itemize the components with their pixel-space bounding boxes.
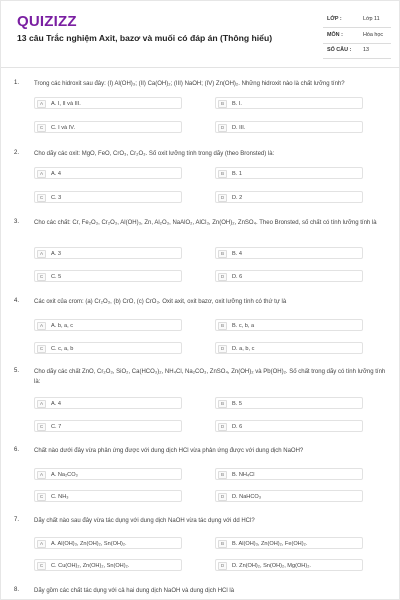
meta-divider — [323, 43, 391, 44]
option-text: A. b, a, c — [51, 323, 74, 329]
meta-value-grade: Lớp 11 — [363, 16, 380, 22]
question-text: Dãy gồm các chất tác dụng với cả hai dung dịch NaOH và dung dịch HCl là — [34, 588, 235, 594]
option-text: B. I. — [232, 101, 242, 107]
answer-option-c[interactable] — [34, 342, 182, 354]
option-text: C. NH₃ — [51, 494, 69, 500]
option-letter: B — [218, 250, 227, 258]
question-text: Các oxit của crom: (a) Cr₂O₃, (b) CrO, (c) CrO₃. Oxit axit, oxit bazơ, oxit lưỡng tính có thứ tự là — [34, 299, 287, 305]
option-letter: D — [218, 124, 227, 132]
answer-option-a[interactable] — [34, 97, 182, 109]
option-letter: D — [218, 423, 227, 431]
option-text: C. I và IV. — [51, 125, 76, 131]
answer-option-d[interactable] — [215, 270, 363, 282]
option-text: D. a, b, c — [232, 346, 255, 352]
option-letter: B — [218, 471, 227, 479]
option-text: A. 3 — [51, 251, 61, 257]
answer-option-c[interactable] — [34, 121, 182, 133]
answer-option-d[interactable] — [215, 559, 363, 571]
option-letter: A — [37, 471, 46, 479]
answer-option-c[interactable] — [34, 490, 182, 502]
answer-option-b[interactable] — [215, 468, 363, 480]
option-letter: C — [37, 194, 46, 202]
question-text: Cho dãy các chất ZnO, Cr₂O₃, SiO₂, Ca(HCO₃)₂, NH₄Cl, Na₂CO₃, ZnSO₄, Zn(OH)₂ và Pb(OH)₂. Số chất trong dãy có tính lưỡng tính là: — [34, 369, 386, 385]
answer-option-b[interactable] — [215, 319, 363, 331]
question-block — [1, 517, 400, 577]
option-text: B. Al(OH)₃, Zn(OH)₂, Fe(OH)₂. — [232, 541, 308, 547]
option-text: D. 6 — [232, 274, 243, 280]
question-number: 4. — [14, 298, 20, 304]
option-text: D. 6 — [232, 424, 243, 430]
answer-option-a[interactable] — [34, 397, 182, 409]
option-text: A. Na₂CO₃ — [51, 472, 78, 478]
option-letter: B — [218, 100, 227, 108]
option-text: B. NH₄Cl — [232, 472, 255, 478]
option-text: D. 2 — [232, 195, 243, 201]
option-letter: B — [218, 170, 227, 178]
answer-option-d[interactable] — [215, 342, 363, 354]
answer-option-d[interactable] — [215, 490, 363, 502]
answer-option-b[interactable] — [215, 397, 363, 409]
answer-option-b[interactable] — [215, 247, 363, 259]
answer-option-a[interactable] — [34, 167, 182, 179]
option-text: D. Zn(OH)₂, Sn(OH)₂, Mg(OH)₂. — [232, 563, 311, 569]
answer-option-c[interactable] — [34, 559, 182, 571]
answer-option-c[interactable] — [34, 270, 182, 282]
meta-divider — [323, 27, 391, 28]
option-text: C. 7 — [51, 424, 62, 430]
option-text: B. 5 — [232, 401, 242, 407]
meta-value-question-count: 13 — [363, 47, 369, 53]
question-block — [1, 447, 400, 507]
question-block — [1, 80, 400, 140]
meta-label-question-count: SỐ CÂU : — [327, 47, 352, 53]
option-letter: D — [218, 273, 227, 281]
option-text: A. 4 — [51, 401, 61, 407]
meta-divider — [323, 58, 391, 59]
option-text: A. 4 — [51, 171, 61, 177]
option-letter: A — [37, 322, 46, 330]
meta-label-subject: MÔN : — [327, 32, 343, 38]
option-letter: D — [218, 345, 227, 353]
question-text: Cho các chất: Cr, Fe₂O₃, Cr₂O₃, Al(OH)₃, Zn, Al₂O₃, NaAlO₂, AlCl₃, Zn(OH)₂, ZnSO₄. Theo Bronsted, số chất có tính lưỡng tính là — [34, 220, 377, 226]
option-text: B. c, b, a — [232, 323, 255, 329]
option-letter: C — [37, 423, 46, 431]
question-text: Trong các hidroxit sau đây: (I) Al(OH)₃; (II) Ca(OH)₂; (III) NaOH; (IV) Zn(OH)₂. Những hidroxit nào là chất lưỡng tính? — [34, 81, 345, 87]
option-letter: D — [218, 194, 227, 202]
option-letter: A — [37, 400, 46, 408]
option-letter: C — [37, 562, 46, 570]
option-letter: A — [37, 540, 46, 548]
option-text: C. 5 — [51, 274, 62, 280]
question-number: 2. — [14, 150, 20, 156]
question-number: 6. — [14, 447, 20, 453]
option-text: C. 3 — [51, 195, 62, 201]
answer-option-c[interactable] — [34, 191, 182, 203]
option-letter: A — [37, 170, 46, 178]
option-letter: A — [37, 250, 46, 258]
answer-option-a[interactable] — [34, 319, 182, 331]
option-letter: A — [37, 100, 46, 108]
question-number: 7. — [14, 517, 20, 523]
question-number: 1. — [14, 80, 20, 86]
question-block — [1, 219, 400, 289]
answer-option-c[interactable] — [34, 420, 182, 432]
option-letter: C — [37, 273, 46, 281]
question-block — [1, 298, 400, 358]
question-block — [1, 150, 400, 210]
option-text: C. c, a, b — [51, 346, 74, 352]
answer-option-d[interactable] — [215, 121, 363, 133]
header-divider — [1, 67, 400, 68]
question-text: Cho dãy các oxit: MgO, FeO, CrO₃, Cr₂O₃. Số oxit lưỡng tính trong dãy (theo Bronsted) là: — [34, 151, 275, 157]
answer-option-b[interactable] — [215, 97, 363, 109]
meta-value-subject: Hóa học — [363, 32, 384, 38]
answer-option-b[interactable] — [215, 167, 363, 179]
option-text: B. 4 — [232, 251, 242, 257]
option-text: A. I, II và III. — [51, 101, 81, 107]
option-letter: C — [37, 345, 46, 353]
option-text: D. NaHCO₃ — [232, 494, 262, 500]
answer-option-a[interactable] — [34, 537, 182, 549]
option-text: C. Cu(OH)₂, Zn(OH)₂, Sn(OH)₂. — [51, 563, 130, 569]
question-text: Dãy chất nào sau đây vừa tác dụng với dung dịch NaOH vừa tác dụng với dd HCl? — [34, 518, 255, 524]
option-letter: B — [218, 322, 227, 330]
option-letter: C — [37, 493, 46, 501]
question-number: 8. — [14, 587, 20, 593]
question-number: 3. — [14, 219, 20, 225]
option-letter: D — [218, 562, 227, 570]
option-letter: B — [218, 400, 227, 408]
option-text: B. 1 — [232, 171, 242, 177]
option-letter: B — [218, 540, 227, 548]
answer-option-a[interactable] — [34, 468, 182, 480]
answer-option-b[interactable] — [215, 537, 363, 549]
answer-option-a[interactable] — [34, 247, 182, 259]
option-text: A. Al(OH)₃, Zn(OH)₂, Sn(OH)₂. — [51, 541, 127, 547]
option-letter: D — [218, 493, 227, 501]
answer-option-d[interactable] — [215, 420, 363, 432]
question-block — [1, 587, 400, 599]
option-text: D. III. — [232, 125, 246, 131]
question-text: Chất nào dưới đây vừa phản ứng được với dung dịch HCl vừa phản ứng được với dung dịch NaOH? — [34, 448, 304, 454]
meta-label-grade: LỚP : — [327, 16, 342, 22]
question-block — [1, 368, 400, 438]
option-letter: C — [37, 124, 46, 132]
question-number: 5. — [14, 368, 20, 374]
worksheet-header — [1, 1, 400, 67]
answer-option-d[interactable] — [215, 191, 363, 203]
worksheet-title: 13 câu Trắc nghiệm Axit, bazơ và muối có đáp án (Thông hiểu) — [17, 33, 273, 43]
quizizz-logo: QUIZIZZ — [17, 13, 77, 30]
